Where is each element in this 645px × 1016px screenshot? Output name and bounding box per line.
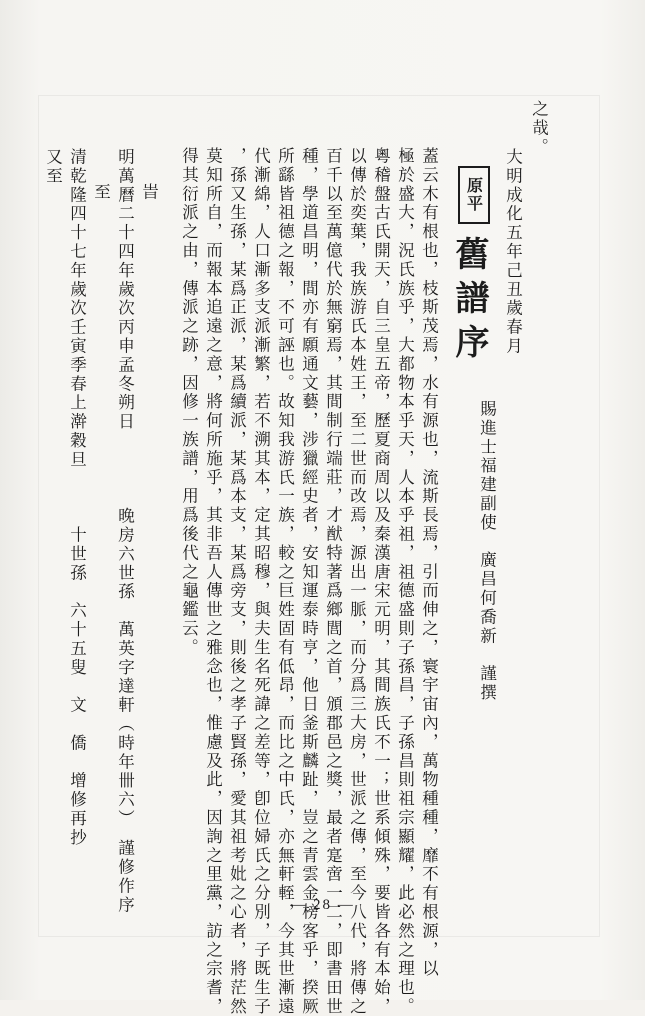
- page-title: 舊譜序: [449, 236, 489, 368]
- signature-again-marker: 又至: [43, 148, 63, 186]
- body-column-1: 蓋云木有根也，枝斯茂焉，水有源也，流斯長焉，引而伸之，寰宇宙內，萬物種種，靡不有根源，以: [419, 147, 439, 979]
- body-column-9: ，孫又生孫，某爲正派，某爲續派，某爲本支，某爲旁支，則後之孝子賢孫，愛其祖考妣之心者，將茫然: [227, 147, 247, 1016]
- signature-to-marker: 至: [91, 183, 111, 202]
- title-block: [446, 166, 506, 376]
- author-line: 賜進士福建副使 廣昌何喬新 謹撰: [477, 400, 497, 703]
- body-column-11: 得其衍派之由，傳派之跡，因修一族譜，用爲後代之龜鑑云。: [179, 147, 199, 658]
- body-column-6: 種，學道昌明，間亦有願通文藝，涉獵經史者，安知運泰時亨，他日釜斯麟趾，豈之青雲金榜客乎，揆厥: [299, 147, 319, 1016]
- body-column-2: 極於盛大，況氏族乎，大都物本乎天，人本乎祖，祖德盛則子孫昌，子孫昌則祖宗顯耀，此必然之理也。: [395, 147, 415, 1016]
- body-column-3: 粵稽盤古氏開天，自三皇五帝，歷夏商周以及秦漢唐宋元明，其間族氏不一；世系傾殊，要皆各有本始，: [371, 147, 391, 1016]
- signature-qing-line: 清乾隆四十七年歲次壬寅季春上澣穀旦 十世孫 六十五叟 文 僑 增修再抄: [67, 148, 87, 848]
- signature-marker: 旹: [139, 183, 159, 202]
- signature-ming-line: 明萬曆二十四年歲次丙申孟冬朔日 晚房六世孫 萬英字達軒（時年卌六） 謹修作序: [115, 148, 135, 915]
- page-number: — 28 —: [290, 897, 355, 913]
- body-column-8: 代漸綿，人口漸多支派漸繁，若不溯其本，定其昭穆，與夫生名死諱之差等，卽位婦氏之分別，子既生子: [251, 147, 271, 1016]
- body-column-10: 莫知所自，而報本追遠之意，將何所施乎，其非吾人傳世之雅念也，惟慮及此，因詢之里黨，訪之宗耆，: [203, 147, 223, 1016]
- title-badge: 原平: [458, 166, 490, 224]
- body-column-7: 所繇皆祖德之報，不可誣也。故知我游氏一族，較之巨姓固有低昂，而比之中氏，亦無軒輊，今其世漸遠: [275, 147, 295, 1016]
- previous-preface-date: 大明成化五年己丑歲春月: [503, 148, 523, 356]
- body-column-5: 百千以至萬億代於無窮焉，其間制行端莊，才猷特著爲鄉閭之首，頒郡邑之獎，最者寔啻一二，即書田世: [323, 147, 343, 1016]
- body-column-4: 以傳於奕葉，我族游氏本姓王，至二世而改焉，源出一脈，而分爲三大房，世派之傳，至今八代，將傳之: [347, 147, 367, 1016]
- closing-previous-text: 之哉。: [529, 100, 549, 157]
